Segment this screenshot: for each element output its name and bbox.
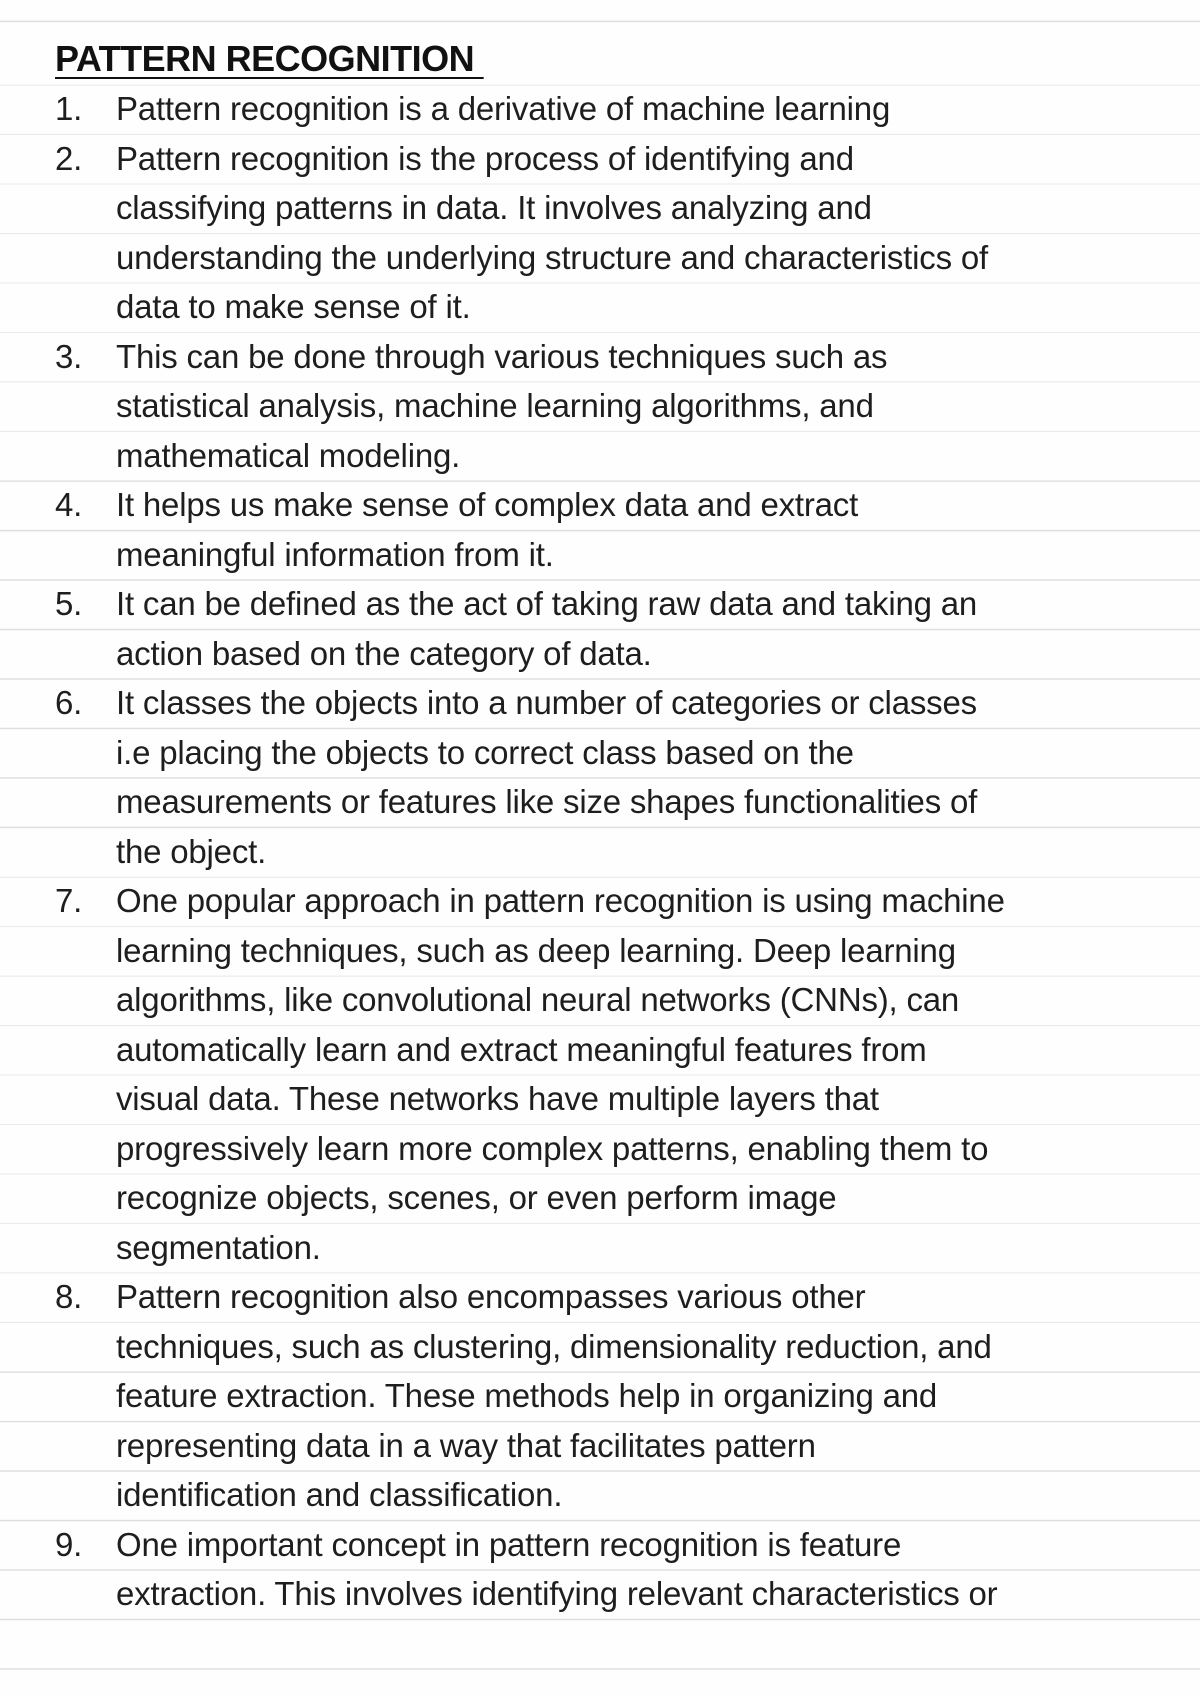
item-text: Pattern recognition is the process of identifying and classifying patterns in data. It involves analyzing and understanding the underlying structure and characteristics of data to make sense of it. xyxy=(116,139,988,325)
item-number: 9. xyxy=(55,1525,83,1563)
list-item xyxy=(55,1272,1165,1520)
list-item xyxy=(55,876,1165,1272)
item-text: Pattern recognition also encompasses various other techniques, such as clustering, dimensionality reduction, and feature extraction. These methods help in organizing and representing data in a way that facilitates pattern identification and classification. xyxy=(116,1278,992,1513)
list-item xyxy=(55,480,1165,579)
list-item xyxy=(55,84,1165,134)
list-item xyxy=(55,332,1165,481)
item-number: 2. xyxy=(55,139,83,177)
item-text: One important concept in pattern recognition is feature extraction. This involves identifying relevant characteristics or xyxy=(116,1525,998,1612)
item-number: 3. xyxy=(55,337,83,375)
item-number: 8. xyxy=(55,1278,83,1315)
numbered-list xyxy=(55,84,1165,1619)
list-item xyxy=(55,678,1165,876)
list-item xyxy=(55,134,1165,332)
notes-content xyxy=(55,34,1165,1619)
item-number: 6. xyxy=(55,684,83,721)
item-number: 4. xyxy=(55,486,83,523)
item-text: This can be done through various techniques such as statistical analysis, machine learning algorithms, and mathematical modeling. xyxy=(116,337,888,474)
item-number: 5. xyxy=(55,585,83,622)
item-text: It can be defined as the act of taking raw data and taking an action based on the category of data. xyxy=(116,585,978,672)
list-item xyxy=(55,1520,1165,1619)
item-text: It helps us make sense of complex data and extract meaningful information from it. xyxy=(116,486,859,573)
item-text: Pattern recognition is a derivative of machine learning xyxy=(116,90,891,127)
item-text: One popular approach in pattern recognition is using machine learning techniques, such as deep learning. Deep learning algorithms, like convolutional neural networks (CNNs), can automatically learn and extract meaningful features from visual data. These networks have multiple layers that progressively learn more complex patterns, enabling them to recognize objects, scenes, or even perform image segmentation. xyxy=(116,882,1005,1266)
list-item xyxy=(55,579,1165,678)
item-number: 7. xyxy=(55,882,83,919)
page-title: PATTERN RECOGNITION xyxy=(55,38,484,79)
item-text: It classes the objects into a number of categories or classes i.e placing the objects to correct class based on the measurements or features like size shapes functionalities of the object. xyxy=(116,684,978,870)
item-number: 1. xyxy=(55,90,83,127)
